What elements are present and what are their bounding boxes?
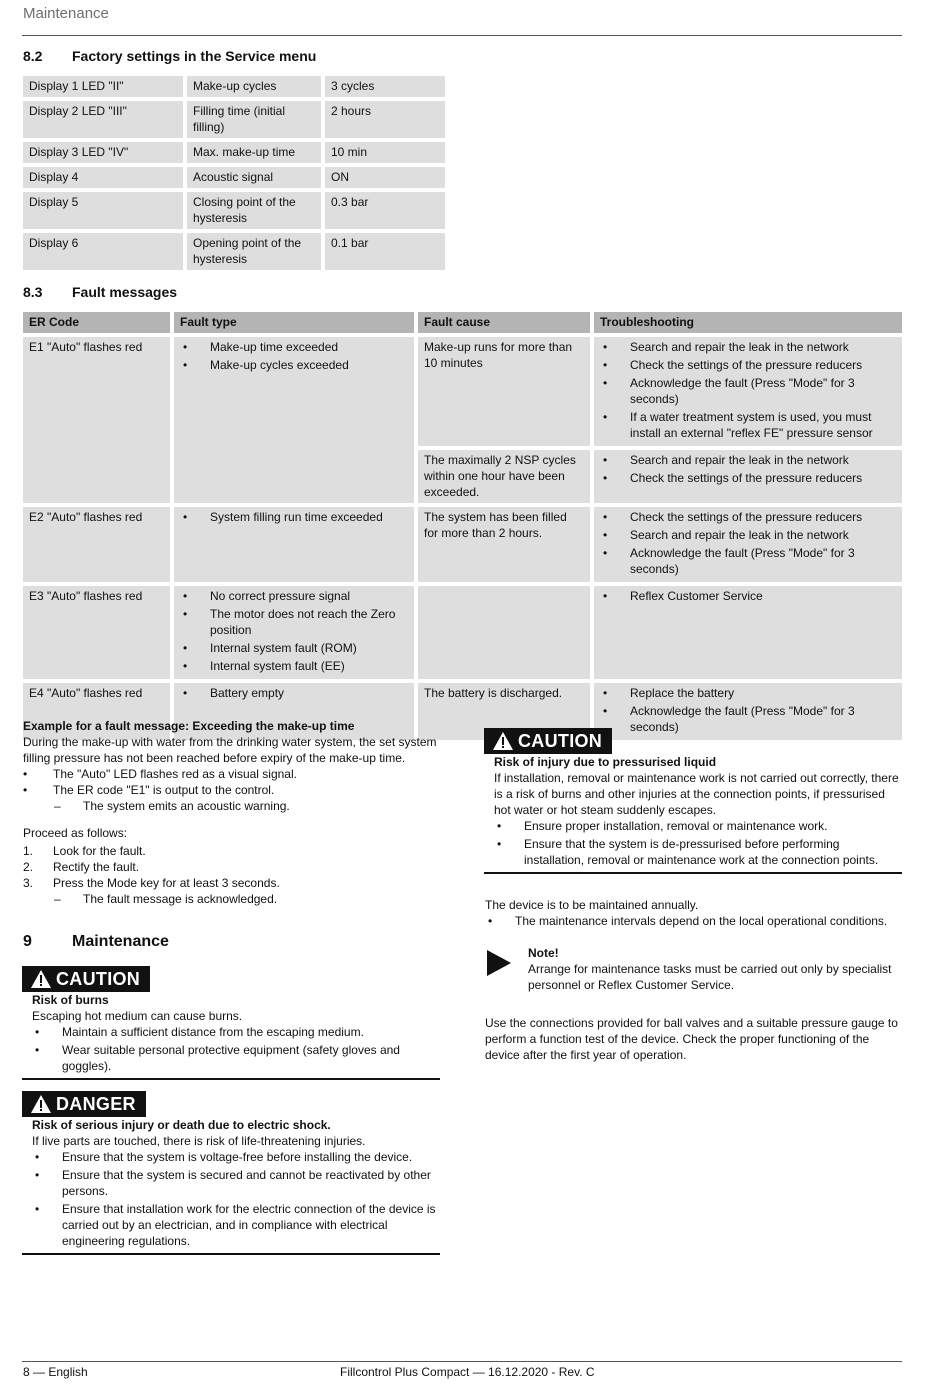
warning-lead: Risk of serious injury or death due to electric shock. [32, 1118, 331, 1132]
display-cell: Display 6 [23, 233, 183, 270]
troubleshooting-cell [594, 507, 902, 582]
sub-item: – The system emits an acoustic warning. [54, 799, 290, 813]
warning-lead: Risk of injury due to pressurised liquid [494, 755, 717, 769]
er-code-cell: E2 "Auto" flashes red [23, 507, 170, 582]
list-item: • Check the settings of the pressure reducers [600, 357, 896, 373]
list-item: • Acknowledge the fault (Press "Mode" for 3 seconds) [600, 703, 896, 735]
table-header-row [23, 312, 902, 333]
display-cell: Display 2 LED "III" [23, 101, 183, 138]
list-item: • Reflex Customer Service [600, 588, 896, 604]
section-9-number: 9 [23, 933, 32, 950]
fault-cause-cell: The battery is discharged. [418, 683, 590, 740]
list-item: • Wear suitable personal protective equipment (safety gloves and goggles). [32, 1042, 440, 1074]
display-cell: Display 3 LED "IV" [23, 142, 183, 163]
list-item: • Make-up cycles exceeded [180, 357, 408, 373]
note-box [528, 945, 903, 993]
param-cell: Closing point of the hysteresis [187, 192, 321, 229]
warning-body [22, 992, 440, 1074]
document-info: Fillcontrol Plus Compact — 16.12.2020 - Rev. C [340, 1365, 595, 1379]
list-item: • Ensure that the system is voltage-free before installing the device. [32, 1149, 440, 1165]
section-8-2-title: Factory settings in the Service menu [72, 48, 317, 64]
warning-triangle-icon [30, 1094, 52, 1114]
value-cell: ON [325, 167, 445, 188]
list-item: • Search and repair the leak in the network [600, 452, 896, 468]
fault-type-cell [174, 507, 414, 582]
section-8-3-title: Fault messages [72, 284, 178, 300]
troubleshooting-cell [594, 586, 902, 679]
fault-cause-cell: The maximally 2 NSP cycles within one hour have been exceeded. [418, 450, 590, 503]
section-9-title: Maintenance [72, 933, 169, 950]
param-cell: Max. make-up time [187, 142, 321, 163]
warning-text: If installation, removal or maintenance work is not carried out correctly, there is a risk of burns and other injuries at the connection points, if pressurised hot water or hot steam suddenly escapes. [494, 771, 899, 817]
warning-triangle-icon [30, 969, 52, 989]
troubleshooting-cell [594, 450, 902, 503]
step-item: 2. Rectify the fault. [23, 860, 140, 874]
table-row [23, 101, 445, 138]
fault-type-cell [174, 337, 414, 503]
caution-burns-box [22, 966, 440, 1080]
header-rule [22, 35, 902, 36]
list-item: • Acknowledge the fault (Press "Mode" for 3 seconds) [600, 545, 896, 577]
warning-body [22, 1117, 440, 1249]
footer-rule [22, 1361, 902, 1362]
er-code-cell: E4 "Auto" flashes red [23, 683, 170, 740]
factory-settings-table [19, 72, 449, 274]
step-item: 3. Press the Mode key for at least 3 seconds. [23, 876, 280, 890]
note-title: Note! [528, 946, 559, 960]
list-item: • Replace the battery [600, 685, 896, 701]
table-row [23, 167, 445, 188]
dash-mark: – [54, 892, 61, 906]
example-title: Example for a fault message: Exceeding the make-up time [23, 719, 355, 733]
danger-badge: DANGER [22, 1091, 146, 1117]
page-number: 8 — English [23, 1365, 88, 1379]
display-cell: Display 1 LED "II" [23, 76, 183, 97]
list-item: • Make-up time exceeded [180, 339, 408, 355]
table-row-e3 [23, 586, 902, 679]
value-cell: 3 cycles [325, 76, 445, 97]
list-item: • Check the settings of the pressure reducers [600, 470, 896, 486]
list-item: • No correct pressure signal [180, 588, 408, 604]
dash-mark: – [54, 799, 61, 813]
list-item: • Ensure proper installation, removal or maintenance work. [494, 818, 902, 834]
table-row [23, 233, 445, 270]
list-item: • Battery empty [180, 685, 408, 701]
list-item: • System filling run time exceeded [180, 509, 408, 525]
section-8-2-number: 8.2 [23, 48, 43, 64]
list-item: • Ensure that the system is secured and cannot be reactivated by other persons. [32, 1167, 440, 1199]
example-intro: During the make-up with water from the drinking water system, the set system filling pressure has not been reached before expiry of the make-up time. [23, 735, 437, 765]
section-8-3-number: 8.3 [23, 284, 43, 300]
param-cell: Filling time (initial filling) [187, 101, 321, 138]
fault-cause-cell: Make-up runs for more than 10 minutes [418, 337, 590, 446]
list-item: • Search and repair the leak in the network [600, 339, 896, 355]
param-cell: Acoustic signal [187, 167, 321, 188]
table-row [23, 76, 445, 97]
list-item: • Check the settings of the pressure reducers [600, 509, 896, 525]
list-item: • Ensure that the system is de-pressurised before performing installation, removal or maintenance work at the connection points. [494, 836, 902, 868]
note-text: Arrange for maintenance tasks must be carried out only by specialist personnel or Reflex Customer Service. [528, 962, 892, 992]
sub-item: – The fault message is acknowledged. [54, 892, 278, 906]
param-cell: Make-up cycles [187, 76, 321, 97]
list-item: • The motor does not reach the Zero position [180, 606, 408, 638]
bullet-mark: • [23, 783, 28, 797]
note-arrow-icon [487, 950, 511, 976]
warning-text: Escaping hot medium can cause burns. [32, 1009, 243, 1023]
list-item: • Acknowledge the fault (Press "Mode" for 3 seconds) [600, 375, 896, 407]
er-code-cell: E1 "Auto" flashes red [23, 337, 170, 503]
bullet-mark: • [23, 767, 28, 781]
function-test-text: Use the connections provided for ball valves and a suitable pressure gauge to perform a function test of the device. Check the proper functioning of the device after the first year of operation. [485, 1016, 898, 1062]
caution-badge: CAUTION [484, 728, 612, 754]
fault-cause-cell [418, 586, 590, 679]
list-item: • Internal system fault (ROM) [180, 640, 408, 656]
list-item: • The "Auto" LED flashes red as a visual signal. [23, 767, 297, 781]
warning-triangle-icon [492, 731, 514, 751]
troubleshooting-cell [594, 337, 902, 446]
list-item: • Maintain a sufficient distance from the escaping medium. [32, 1024, 440, 1040]
value-cell: 2 hours [325, 101, 445, 138]
table-row-e2 [23, 507, 902, 582]
list-item: • Internal system fault (EE) [180, 658, 408, 674]
step-item: 1. Look for the fault. [23, 844, 146, 858]
value-cell: 0.1 bar [325, 233, 445, 270]
table-row [23, 192, 445, 229]
er-code-cell: E3 "Auto" flashes red [23, 586, 170, 679]
proceed-text: Proceed as follows: [23, 826, 128, 840]
annual-text: The device is to be maintained annually. [485, 898, 699, 912]
display-cell: Display 5 [23, 192, 183, 229]
table-row-e1 [23, 337, 902, 446]
fault-example [23, 718, 443, 907]
annual-maintenance [485, 897, 903, 931]
list-item: • The ER code "E1" is output to the control. [23, 783, 275, 797]
caution-pressure-box [484, 728, 902, 874]
header-troubleshooting: Troubleshooting [594, 312, 902, 333]
warning-body [484, 754, 902, 868]
header-fault-cause: Fault cause [418, 312, 590, 333]
header-er-code: ER Code [23, 312, 170, 333]
fault-messages-table [19, 308, 906, 744]
running-header: Maintenance [23, 5, 109, 22]
list-item: • Search and repair the leak in the network [600, 527, 896, 543]
warning-text: If live parts are touched, there is risk of life-threatening injuries. [32, 1134, 366, 1148]
danger-shock-box [22, 1091, 440, 1255]
list-item: • The maintenance intervals depend on the local operational conditions. [485, 913, 903, 929]
fault-cause-cell: The system has been filled for more than 2 hours. [418, 507, 590, 582]
header-fault-type: Fault type [174, 312, 414, 333]
warning-lead: Risk of burns [32, 993, 109, 1007]
value-cell: 10 min [325, 142, 445, 163]
fault-type-cell [174, 586, 414, 679]
list-item: • Ensure that installation work for the electric connection of the device is carried out by an electrician, and in compliance with electrical engineering regulations. [32, 1201, 440, 1249]
value-cell: 0.3 bar [325, 192, 445, 229]
list-item: • If a water treatment system is used, you must install an external "reflex FE" pressure sensor [600, 409, 896, 441]
display-cell: Display 4 [23, 167, 183, 188]
param-cell: Opening point of the hysteresis [187, 233, 321, 270]
table-row [23, 142, 445, 163]
function-test [485, 1015, 903, 1063]
caution-badge: CAUTION [22, 966, 150, 992]
